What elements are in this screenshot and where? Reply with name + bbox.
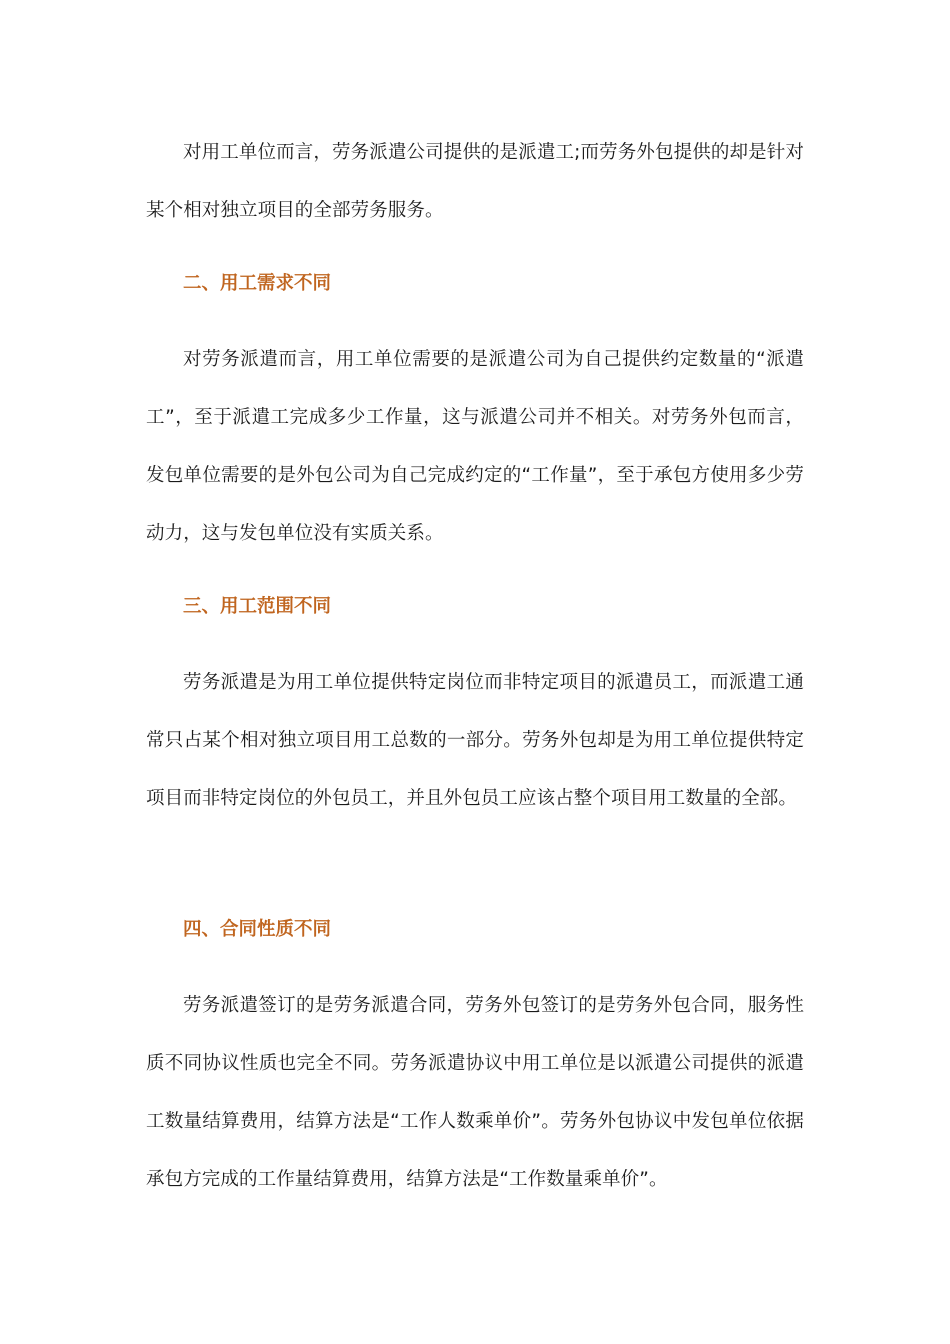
paragraph-3: 劳务派遣是为用工单位提供特定岗位而非特定项目的派遣员工，而派遣工通常只占某个相对独立项目用工总数的一部分。劳务外包却是为用工单位提供特定项目而非特定岗位的外包员工，并且外包员工应该占整个项目用工数量的全部。 bbox=[146, 672, 804, 809]
heading-3: 三、用工范围不同 bbox=[183, 596, 332, 617]
paragraph-4: 劳务派遣签订的是劳务派遣合同，劳务外包签订的是劳务外包合同，服务性质不同协议性质也完全不同。劳务派遣协议中用工单位是以派遣公司提供的派遣工数量结算费用，结算方法是“工作人数乘单价”。劳务外包协议中发包单位依据承包方完成的工作量结算费用，结算方法是“工作数量乘单价”。 bbox=[146, 995, 804, 1190]
heading-4: 四、合同性质不同 bbox=[183, 919, 332, 940]
paragraph-2: 对劳务派遣而言，用工单位需要的是派遣公司为自己提供约定数量的“派遣工”，至于派遣工完成多少工作量，这与派遣公司并不相关。对劳务外包而言，发包单位需要的是外包公司为自己完成约定的“工作量”，至于承包方使用多少劳动力，这与发包单位没有实质关系。 bbox=[146, 349, 804, 544]
heading-2: 二、用工需求不同 bbox=[183, 273, 332, 294]
paragraph-1: 对用工单位而言，劳务派遣公司提供的是派遣工;而劳务外包提供的却是针对某个相对独立项目的全部劳务服务。 bbox=[146, 142, 804, 221]
